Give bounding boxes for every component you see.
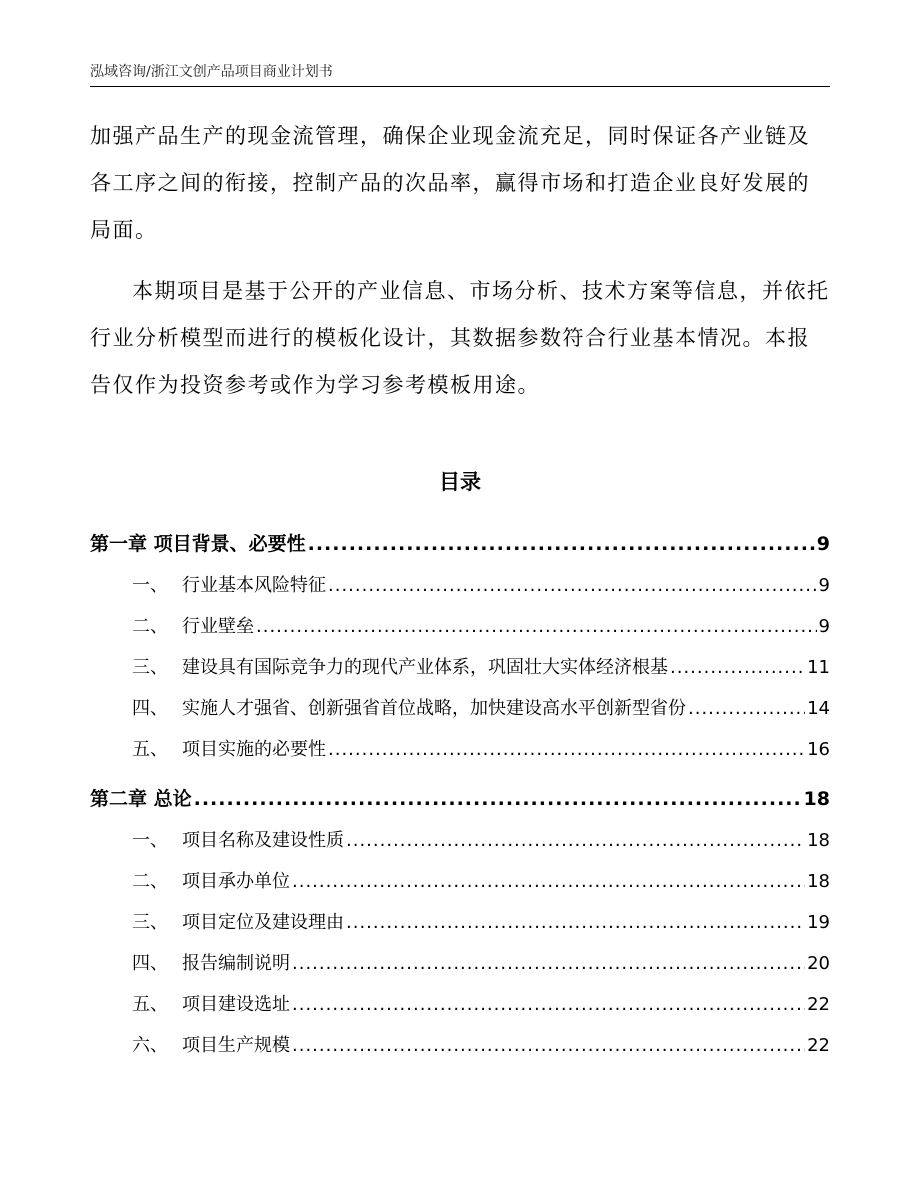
toc-section-label: 建设具有国际竞争力的现代产业体系，巩固壮大实体经济根基 <box>182 657 668 678</box>
toc-section-number: 一、 <box>132 830 168 851</box>
toc-leader-dots <box>308 523 815 565</box>
toc-leader-dots <box>292 861 805 902</box>
toc-leader-dots <box>346 902 805 943</box>
toc-section-2-3[interactable] <box>90 902 830 943</box>
toc-section-2-2[interactable] <box>90 861 830 902</box>
toc-section-1-4[interactable] <box>90 688 830 729</box>
header-rule <box>90 86 830 87</box>
toc-section-number: 四、 <box>132 953 168 974</box>
toc-section-label: 项目实施的必要性 <box>182 739 326 760</box>
toc-page-number: 18 <box>803 788 830 810</box>
toc-section-number: 二、 <box>132 616 168 637</box>
toc-page-number: 9 <box>818 616 830 637</box>
toc-section-number: 五、 <box>132 739 168 760</box>
toc-leader-dots <box>292 984 805 1025</box>
toc-page-number: 14 <box>807 698 830 719</box>
toc-section-1-2[interactable] <box>90 606 830 647</box>
toc-section-label: 项目名称及建设性质 <box>182 830 344 851</box>
toc-title: 目录 <box>439 470 481 494</box>
toc-leader-dots <box>670 647 805 688</box>
toc-page-number: 9 <box>816 533 830 555</box>
table-of-contents <box>90 523 830 1066</box>
toc-section-number: 五、 <box>132 994 168 1015</box>
toc-page-number: 11 <box>807 657 830 678</box>
toc-section-1-1[interactable] <box>90 565 830 606</box>
toc-section-label: 行业壁垒 <box>182 616 254 637</box>
toc-page-number: 18 <box>807 871 830 892</box>
toc-page-number: 18 <box>807 830 830 851</box>
toc-leader-dots <box>256 606 817 647</box>
toc-leader-dots <box>328 565 817 606</box>
toc-chapter-label: 第一章 项目背景、必要性 <box>90 533 306 555</box>
toc-section-1-3[interactable] <box>90 647 830 688</box>
toc-page-number: 9 <box>818 575 830 596</box>
toc-section-2-5[interactable] <box>90 984 830 1025</box>
toc-section-number: 一、 <box>132 575 168 596</box>
toc-section-label: 报告编制说明 <box>182 953 290 974</box>
toc-leader-dots <box>194 778 802 820</box>
toc-chapter-1[interactable] <box>90 523 830 565</box>
toc-section-number: 三、 <box>132 912 168 933</box>
toc-section-2-6[interactable] <box>90 1025 830 1066</box>
running-header: 泓域咨询/浙江文创产品项目商业计划书 <box>90 64 333 80</box>
toc-chapter-2[interactable] <box>90 778 830 820</box>
toc-chapter-label: 第二章 总论 <box>90 788 192 810</box>
toc-section-number: 六、 <box>132 1035 168 1056</box>
toc-leader-dots <box>292 943 805 984</box>
toc-page-number: 20 <box>807 953 830 974</box>
toc-section-number: 二、 <box>132 871 168 892</box>
toc-section-number: 三、 <box>132 657 168 678</box>
toc-section-label: 实施人才强省、创新强省首位战略，加快建设高水平创新型省份 <box>182 698 686 719</box>
toc-page-number: 16 <box>807 739 830 760</box>
toc-page-number: 22 <box>807 1035 830 1056</box>
toc-section-2-1[interactable] <box>90 820 830 861</box>
toc-section-label: 行业基本风险特征 <box>182 575 326 596</box>
toc-section-2-4[interactable] <box>90 943 830 984</box>
toc-leader-dots <box>688 688 805 729</box>
toc-section-number: 四、 <box>132 698 168 719</box>
toc-section-label: 项目承办单位 <box>182 871 290 892</box>
toc-page-number: 19 <box>807 912 830 933</box>
toc-section-label: 项目建设选址 <box>182 994 290 1015</box>
body-paragraph-1: 加强产品生产的现金流管理，确保企业现金流充足，同时保证各产业链及各工序之间的衔接，控制产品的次品率，赢得市场和打造企业良好发展的局面。 <box>90 124 810 242</box>
toc-section-label: 项目生产规模 <box>182 1035 290 1056</box>
toc-leader-dots <box>292 1025 805 1066</box>
toc-leader-dots <box>328 729 805 770</box>
toc-leader-dots <box>346 820 805 861</box>
toc-section-1-5[interactable] <box>90 729 830 770</box>
toc-section-label: 项目定位及建设理由 <box>182 912 344 933</box>
toc-page-number: 22 <box>807 994 830 1015</box>
body-paragraph-2: 本期项目是基于公开的产业信息、市场分析、技术方案等信息，并依托行业分析模型而进行的模板化设计，其数据参数符合行业基本情况。本报告仅作为投资参考或作为学习参考模板用途。 <box>90 279 830 397</box>
